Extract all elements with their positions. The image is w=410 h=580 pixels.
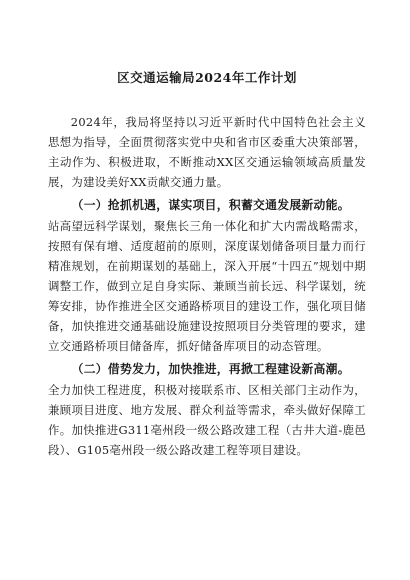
section-body-2: 全力加快工程进度，积极对接联系市、区相关部门主动作为，兼顾项目进度、地方发展、群众利益等需求，牵头做好保障工作。加快推进G311亳州段一级公路改建工程（古井大道-鹿邑段）、G105亳州段一级公路改建工程等项目建设。	[48, 383, 366, 457]
intro-paragraph: 2024年，我局将坚持以习近平新时代中国特色社会主义思想为指导，全面贯彻落实党中央和省市区委重大决策部署，主动作为、积极进取，不断推动XX区交通运输领域高质量发展，为建设美好XX贡献交通力量。	[48, 115, 366, 189]
section-body-1: 站高望远科学谋划，聚焦长三角一体化和扩大内需战略需求，按照有保有增、适度超前的原则，深度谋划储备项目量力而行精准规划，在前期谋划的基础上，深入开展“十四五”规划中期调整工作，做到立足自身实际、兼顾当前长远、科学谋划，统筹安排，协作推进全区交通路桥项目的建设工作，强化项目储备，加快推进交通基础设施建设按照项目分类管理的要求，建立交通路桥项目储备库，抓好储备库项目的动态管理。	[48, 219, 366, 353]
section-heading-1: （一）抢抓机遇，谋实项目，积蓄交通发展新动能。	[71, 198, 350, 212]
document-title: 区交通运输局2024年工作计划	[117, 70, 297, 85]
section-heading-2: （二）借势发力，加快推进，再掀工程建设新高潮。	[71, 362, 350, 376]
